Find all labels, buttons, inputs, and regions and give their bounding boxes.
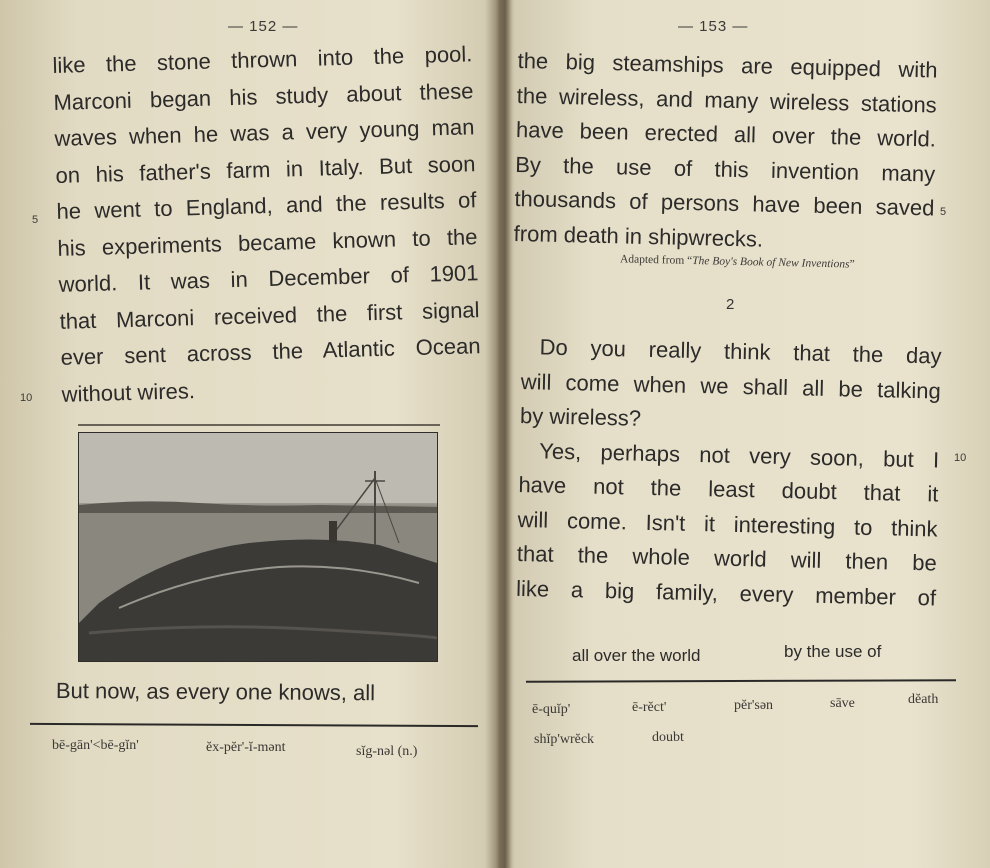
right-page-text-top: [513, 44, 938, 260]
vocabulary-word: dĕath: [908, 692, 939, 707]
vocabulary-word: sāve: [830, 696, 855, 711]
vocabulary-rule: [30, 723, 478, 727]
text-line: by wireless?: [519, 402, 642, 431]
vocabulary-rule: [526, 679, 956, 683]
continuation-line: But now, as every one knows, all: [55, 678, 376, 706]
text-line: the wireless, and many wireless stations: [516, 82, 938, 118]
line-number-5: 5: [32, 214, 39, 226]
text-line: ever sent across the Atlantic Ocean: [60, 333, 481, 370]
text-line: the big steamships are equipped with: [517, 47, 938, 83]
text-line: Do you really think that the day: [539, 334, 942, 369]
vocabulary-word: doubt: [652, 730, 684, 745]
text-line: he went to England, and the results of: [56, 187, 477, 224]
credit-suffix: ”: [849, 258, 855, 271]
vocabulary-word: ĕx-pĕr'-ĭ-mənt: [206, 740, 286, 755]
text-line: without wires.: [61, 377, 196, 407]
page-number-153: — 153 —: [678, 18, 749, 35]
illustration-top-rule: [78, 424, 440, 426]
text-line: Marconi began his study about these: [53, 77, 474, 115]
phrase: all over the world: [572, 646, 701, 665]
right-page: [508, 0, 990, 868]
text-line: world. It was in December of 1901: [58, 260, 479, 297]
text-line: like the stone thrown into the pool.: [52, 41, 473, 78]
illustration: [78, 424, 440, 662]
ship-at-sea-photo: [78, 432, 438, 662]
text-line: like a big family, every member of: [515, 575, 937, 610]
line-number-10: 10: [20, 392, 33, 404]
text-line: will come. Isn't it interesting to think: [517, 506, 938, 541]
vocabulary-word: ē-quĭp': [532, 702, 571, 717]
text-line: that Marconi received the first signal: [59, 296, 480, 334]
left-page-text: [52, 36, 482, 413]
line-number-5: 5: [940, 206, 947, 218]
text-line: on his father's farm in Italy. But soon: [55, 150, 476, 188]
section-number: 2: [726, 296, 735, 313]
text-line: that the whole world will then be: [516, 540, 938, 576]
text-line: his experiments became known to the: [57, 223, 478, 261]
page-number-152: — 152 —: [228, 18, 299, 35]
vocabulary-word: sĭg-nəl (n.): [356, 744, 418, 759]
text-line: will come when we shall all be talking: [520, 368, 942, 404]
text-line: thousands of persons have been saved: [514, 185, 935, 221]
vocabulary-word: bē-gān'<bē-gĭn': [52, 738, 139, 753]
vocabulary-word: pĕr'sən: [734, 698, 774, 713]
phrase: by the use of: [784, 642, 882, 661]
vocabulary-word: shĭp'wrĕck: [534, 732, 595, 747]
vocabulary-word: ē-rĕct': [632, 700, 667, 715]
text-line: have been erected all over the world.: [515, 116, 937, 152]
text-line: Yes, perhaps not very soon, but I: [538, 437, 940, 472]
text-line: from death in shipwrecks.: [513, 220, 764, 252]
credit-prefix: Adapted from “: [619, 253, 693, 267]
text-line: waves when he was a very young man: [54, 114, 475, 151]
credit-title: The Boy's Book of New Inventions: [692, 254, 850, 271]
right-page-text-bottom: [516, 330, 942, 615]
text-line: have not the least doubt that it: [518, 471, 939, 507]
text-line: By the use of this invention many: [514, 151, 936, 186]
ship-at-sea-drawing: [79, 433, 437, 661]
line-number-10: 10: [954, 452, 967, 464]
